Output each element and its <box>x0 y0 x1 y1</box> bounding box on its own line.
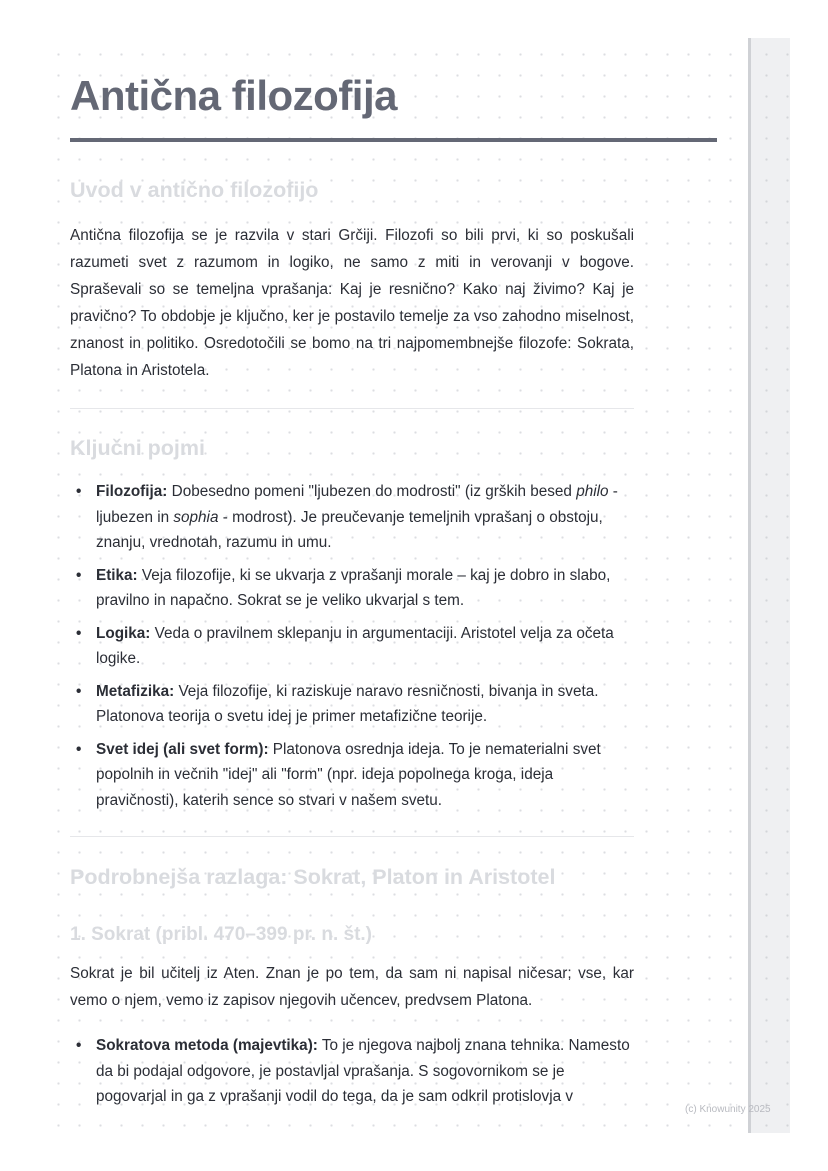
sokrat-paragraph: Sokrat je bil učitelj iz Aten. Znan je po tem, da sam ni napisal ničesar; vse, kar vemo o njem, vemo iz zapisov njegovih učencev, predvsem Platona. <box>70 965 634 1009</box>
term: Sokratova metoda (majevtika): <box>96 1037 318 1054</box>
title-divider <box>70 138 717 142</box>
list-item <box>70 621 634 672</box>
list-item <box>70 1033 634 1110</box>
definition: Veja filozofije, ki se ukvarja z vprašanji morale – kaj je dobro in slabo, pravilno in napačno. Sokrat se je veliko ukvarjal s tem. <box>96 566 611 609</box>
italic-term: philo <box>576 483 609 500</box>
heading-concepts: Ključni pojmi <box>70 436 205 460</box>
definition: Veda o pravilnem sklepanju in argumentaciji. Aristotel velja za očeta logike. <box>96 624 614 667</box>
list-item <box>70 563 634 614</box>
concepts-list <box>70 479 634 820</box>
heading-detail: Podrobnejša razlaga: Sokrat, Platon in Aristotel <box>70 865 556 889</box>
document-page <box>40 38 790 1133</box>
divider <box>70 836 634 837</box>
definition: To je njegova najbolj znana tehnika. Namesto da bi podajal odgovore, je postavljal vprašanja. S sogovornikom se je pogovarjal in ga z vprašanji vodil do tega, da je sam odkril protislovja v <box>96 1037 630 1105</box>
bullet-icon: • <box>76 1037 82 1054</box>
intro-paragraph: Antična filozofija se je razvila v stari Grčiji. Filozofi so bili prvi, ki so poskušali razumeti svet z razumom in logiko, ne samo z miti in verovanji v bogove. Spraševali so se temeljna vprašanja: Kaj je resnično? Kako naj živimo? Kaj je pravično? To obdobje je ključno, ker je postavilo temelje za vso zahodno miselnost, znanost in politiko. Osredotočili se bomo na tri najpomembnejše filozofe: Sokrata, Platona in Aristotela. <box>70 227 634 379</box>
definition: Dobesedno pomeni "ljubezen do modrosti" (iz grških besed <box>167 483 577 500</box>
definition: - ljubezen in <box>96 483 618 526</box>
definition: Platonova osrednja ideja. To je nematerialni svet popolnih in večnih "idej" ali "form" (npr. ideja popolnega kroga, ideja pravičnosti), katerih sence so stvari v našem svetu. <box>96 740 601 809</box>
sokrat-list <box>70 1033 634 1117</box>
term: Metafizika: <box>96 682 175 700</box>
bullet-icon: • <box>76 682 82 700</box>
list-item <box>70 737 634 814</box>
bullet-icon: • <box>76 566 82 584</box>
definition: Veja filozofije, ki raziskuje naravo resničnosti, bivanja in sveta. Platonova teorija o svetu idej je primer metafizične teorije. <box>96 682 599 725</box>
copyright: (c) Knowunity 2025 <box>685 1104 771 1115</box>
term: Logika: <box>96 624 151 642</box>
italic-term: sophia <box>173 508 219 526</box>
term: Filozofija: <box>96 483 168 500</box>
list-item <box>70 679 634 730</box>
definition: - modrost). Je preučevanje temeljnih vprašanj o obstoju, znanju, vrednotah, razumu in umu. <box>96 508 603 551</box>
bullet-icon: • <box>76 624 82 642</box>
heading-intro: Uvod v antično filozofijo <box>70 178 319 202</box>
list-item <box>70 479 634 556</box>
term: Etika: <box>96 566 138 584</box>
heading-sokrat: 1. Sokrat (pribl. 470–399 pr. n. št.) <box>70 924 373 945</box>
margin-line <box>748 38 751 1133</box>
bullet-icon: • <box>76 740 82 758</box>
term: Svet idej (ali svet form): <box>96 740 269 758</box>
page-title: Antična filozofija <box>70 72 397 119</box>
bullet-icon: • <box>76 483 82 500</box>
divider <box>70 408 634 409</box>
right-margin-strip <box>748 38 790 1133</box>
